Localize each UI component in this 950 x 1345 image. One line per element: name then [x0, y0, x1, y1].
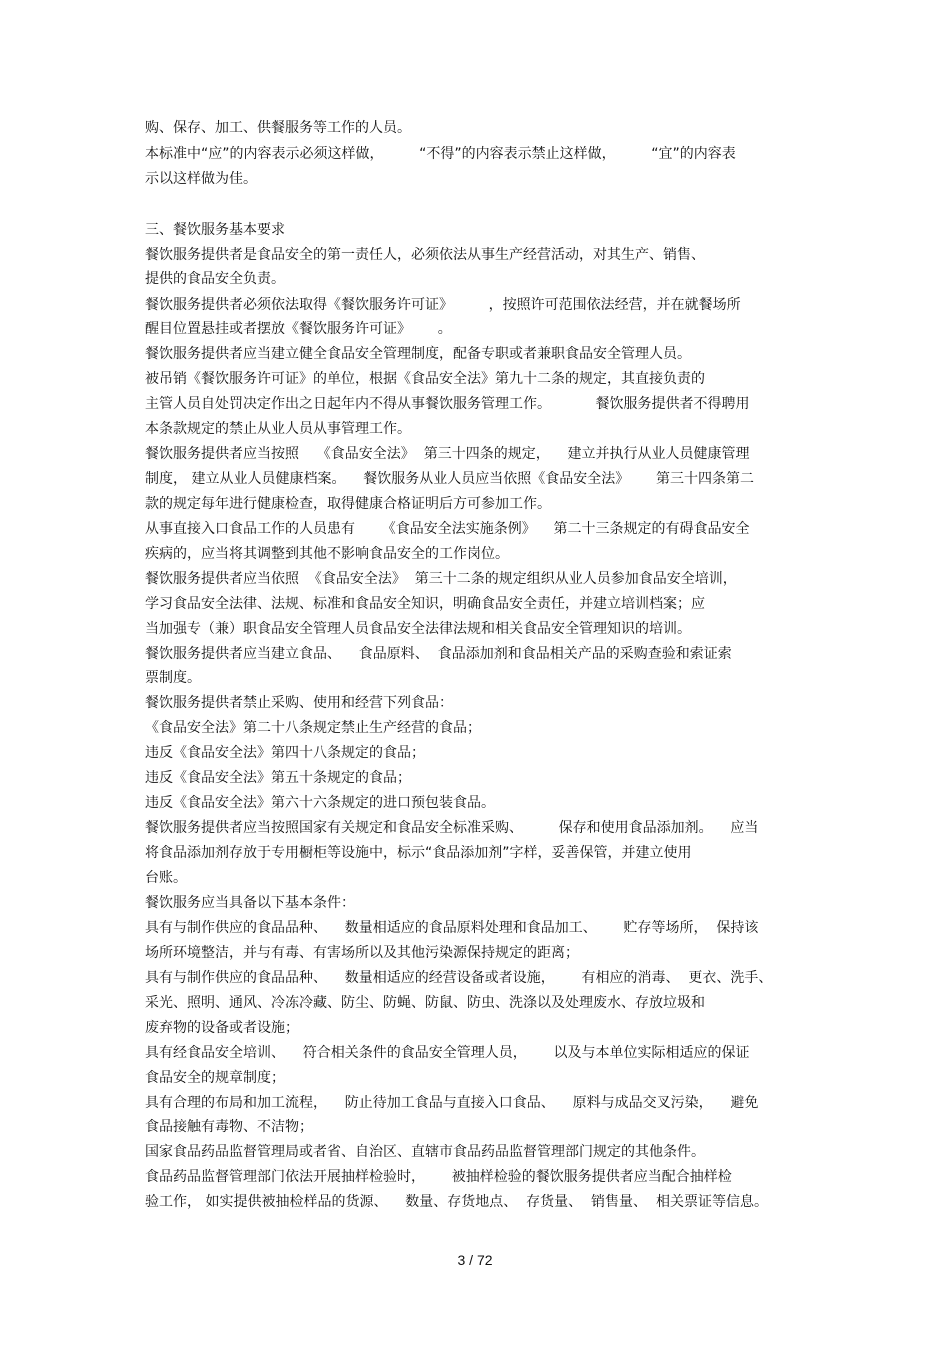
text-line: 疾病的，应当将其调整到其他不影响食品安全的工作岗位。: [145, 546, 509, 562]
text-line: 具有与制作供应的食品品种、 数量相适应的食品原料处理和食品加工、 贮存等场所， 保持该: [145, 920, 759, 936]
text-line: 本标准中“应”的内容表示必须这样做， “不得”的内容表示禁止这样做， “宜”的内容表: [145, 146, 736, 162]
text-line: 被吊销《餐饮服务许可证》的单位，根据《食品安全法》第九十二条的规定，其直接负责的: [145, 371, 705, 387]
text-line: 验工作， 如实提供被抽检样品的货源、 数量、存货地点、 存货量、 销售量、 相关票证等信息。: [145, 1194, 768, 1210]
text-line: 主管人员自处罚决定作出之日起年内不得从事餐饮服务管理工作。 餐饮服务提供者不得聘用: [145, 396, 750, 412]
text-line: 醒目位置悬挂或者摆放《餐饮服务许可证》 。: [145, 321, 452, 337]
text-line: 从事直接入口食品工作的人员患有 《食品安全法实施条例》 第二十三条规定的有碍食品安全: [145, 521, 750, 537]
text-line: 款的规定每年进行健康检查，取得健康合格证明后方可参加工作。: [145, 496, 551, 512]
text-line: 餐饮服务提供者是食品安全的第一责任人，必须依法从事生产经营活动，对其生产、销售、: [145, 247, 705, 263]
text-line: 将食品添加剂存放于专用橱柜等设施中，标示“食品添加剂”字样，妥善保管，并建立使用: [145, 845, 692, 861]
text-line: 食品药品监督管理部门依法开展抽样检验时， 被抽样检验的餐饮服务提供者应当配合抽样检: [145, 1169, 732, 1185]
text-line: 具有合理的布局和加工流程， 防止待加工食品与直接入口食品、 原料与成品交叉污染， 避免: [145, 1095, 759, 1111]
text-line: 违反《食品安全法》第五十条规定的食品；: [145, 770, 411, 786]
text-line: 示以这样做为佳。: [145, 171, 257, 187]
text-line: 餐饮服务应当具备以下基本条件：: [145, 895, 355, 911]
text-line: 提供的食品安全负责。: [145, 271, 285, 287]
text-line: 具有与制作供应的食品品种、 数量相适应的经营设备或者设施， 有相应的消毒、 更衣、洗手、: [145, 970, 773, 986]
text-line: 废弃物的设备或者设施；: [145, 1020, 299, 1036]
text-line: 违反《食品安全法》第四十八条规定的食品；: [145, 745, 425, 761]
text-line: 票制度。: [145, 670, 201, 686]
text-line: 制度， 建立从业人员健康档案。 餐饮服务从业人员应当依照《食品安全法》 第三十四条第二: [145, 471, 754, 487]
text-line: 违反《食品安全法》第六十六条规定的进口预包装食品。: [145, 795, 495, 811]
section-heading: 三、餐饮服务基本要求: [145, 222, 285, 238]
text-line: 食品接触有毒物、不洁物；: [145, 1119, 313, 1135]
text-line: 食品安全的规章制度；: [145, 1070, 285, 1086]
text-line: 购、保存、加工、供餐服务等工作的人员。: [145, 120, 411, 136]
text-line: 采光、照明、通风、冷冻冷藏、防尘、防蝇、防鼠、防虫、洗涤以及处理废水、存放垃圾和: [145, 995, 705, 1011]
text-line: 餐饮服务提供者应当建立健全食品安全管理制度，配备专职或者兼职食品安全管理人员。: [145, 346, 691, 362]
text-line: 本条款规定的禁止从业人员从事管理工作。: [145, 421, 411, 437]
text-line: 场所环境整洁，并与有毒、有害场所以及其他污染源保持规定的距离；: [145, 945, 579, 961]
text-line: 餐饮服务提供者禁止采购、使用和经营下列食品：: [145, 695, 453, 711]
text-line: 国家食品药品监督管理局或者省、自治区、直辖市食品药品监督管理部门规定的其他条件。: [145, 1144, 705, 1160]
text-line: 《食品安全法》第二十八条规定禁止生产经营的食品；: [145, 720, 481, 736]
text-line: 台账。: [145, 870, 187, 886]
text-line: 当加强专（兼）职食品安全管理人员食品安全法律法规和相关食品安全管理知识的培训。: [145, 621, 691, 637]
text-line: 学习食品安全法律、法规、标准和食品安全知识，明确食品安全责任，并建立培训档案；应: [145, 596, 705, 612]
text-line: 餐饮服务提供者应当建立食品、 食品原料、 食品添加剂和食品相关产品的采购查验和索证索: [145, 646, 732, 662]
page-number: 3 / 72: [457, 1252, 493, 1268]
text-line: 餐饮服务提供者应当按照 《食品安全法》 第三十四条的规定， 建立并执行从业人员健康管理: [145, 446, 750, 462]
text-line: 餐饮服务提供者必须依法取得《餐饮服务许可证》 ，按照许可范围依法经营，并在就餐场所: [145, 297, 741, 313]
text-line: 具有经食品安全培训、 符合相关条件的食品安全管理人员， 以及与本单位实际相适应的保证: [145, 1045, 750, 1061]
text-line: 餐饮服务提供者应当依照 《食品安全法》 第三十二条的规定组织从业人员参加食品安全培训，: [145, 571, 737, 587]
text-line: 餐饮服务提供者应当按照国家有关规定和食品安全标准采购、 保存和使用食品添加剂。 应当: [145, 820, 759, 836]
